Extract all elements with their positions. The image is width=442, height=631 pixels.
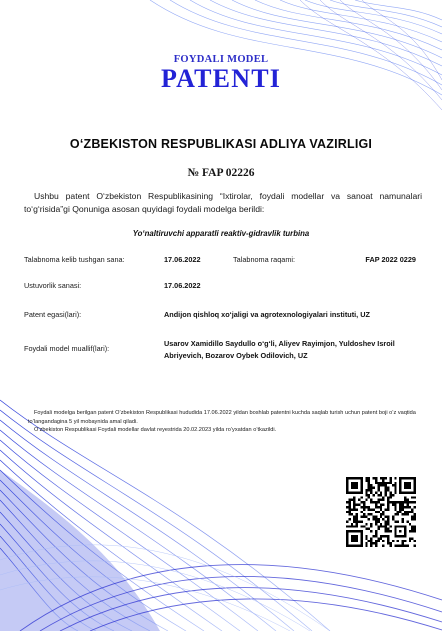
validity-notes bbox=[28, 409, 418, 435]
utility-model-name: Yo‘naltiruvchi apparatli reaktiv-gidravlik turbina bbox=[132, 229, 310, 238]
document-type-subtitle: FOYDALI MODEL bbox=[173, 54, 269, 65]
priority-date-value: 17.06.2022 bbox=[164, 281, 201, 290]
issuer-name: O‘ZBEKISTON RESPUBLIKASI ADLIYA VAZIRLIGI bbox=[69, 137, 373, 151]
authors-value: Usarov Xamidillo Saydullo o‘g‘li, Aliyev Rayimjon, Yuldoshev Isroil Abriyevich, Bozarov Oybek Odilovich, UZ bbox=[164, 339, 395, 360]
application-number-label: Talabnoma raqami: bbox=[233, 255, 296, 264]
application-date-label: Talabnoma kelib tushgan sana: bbox=[24, 255, 125, 264]
patent-owner-value: Andijon qishloq xo‘jaligi va agrotexnologiyalari instituti, UZ bbox=[164, 310, 370, 319]
registration-note: O‘zbekiston Respublikasi Foydali modellar davlat reyestrida 20.02.2023 yilda ro‘yxatdan o‘tkazildi. bbox=[34, 427, 277, 434]
priority-date-label: Ustuvorlik sanasi: bbox=[24, 281, 82, 290]
application-number-value: FAP 2022 0229 bbox=[365, 255, 416, 264]
application-date-value: 17.06.2022 bbox=[164, 255, 201, 264]
authors-label: Foydali model muallif(lari): bbox=[24, 344, 110, 353]
validity-note: Foydali modelga berilgan patent O‘zbekiston Respublikasi hududida 17.06.2022 yildan boshlab patentni kuchda saqlab turish uchun patent boji o‘z vaqtida to‘langandagina 5 yil mobaynida amal qiladi. bbox=[28, 410, 416, 425]
intro-paragraph: Ushbu patent O‘zbekiston Respublikasining “Ixtirolar, foydali modellar va sanoat namunalari to‘g‘risida”gi Qonuniga asosan quyidagi foydali modelga berildi: bbox=[24, 191, 422, 214]
patent-number: № FAP 02226 bbox=[187, 167, 255, 179]
qr-code[interactable] bbox=[346, 477, 416, 547]
document-title: PATENTI bbox=[160, 64, 282, 93]
patent-owner-label: Patent egasi(lari): bbox=[24, 310, 82, 319]
